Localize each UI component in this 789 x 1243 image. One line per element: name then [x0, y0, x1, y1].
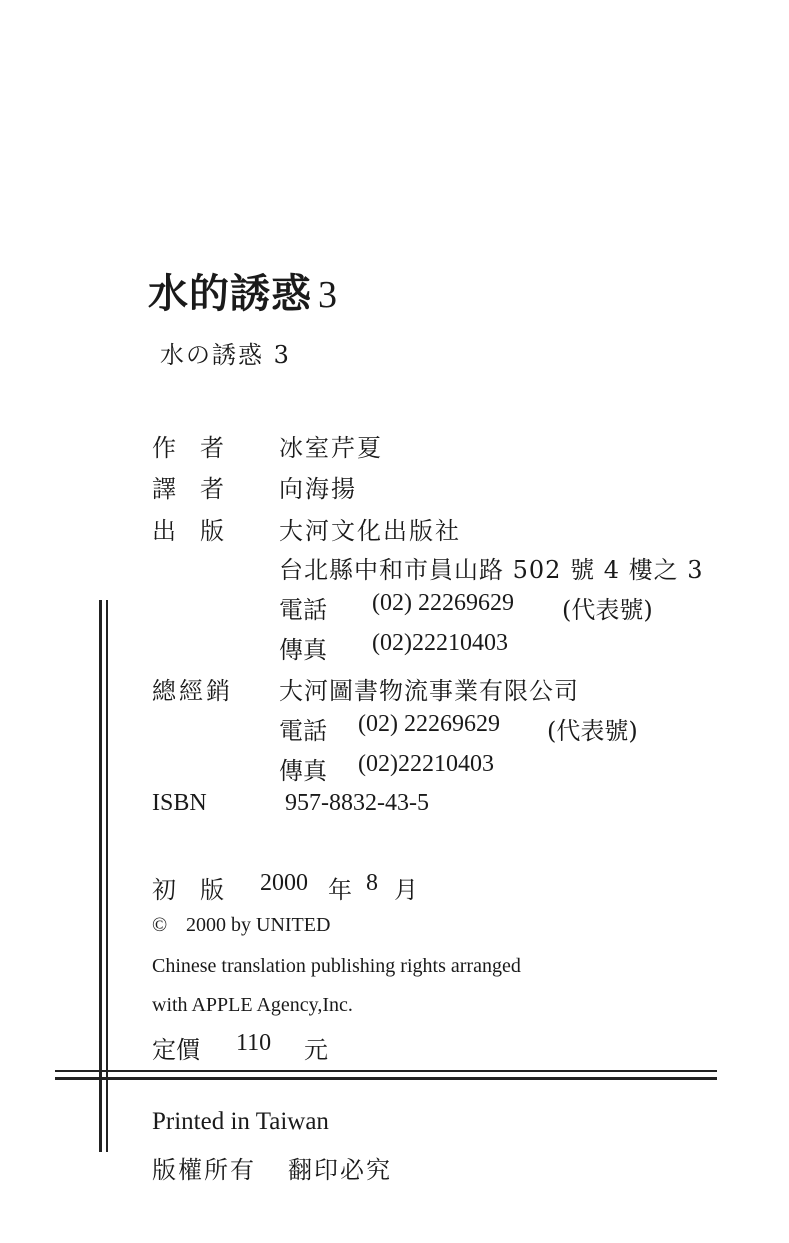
publisher-phone-note: (代表號)	[562, 596, 653, 624]
edition-year: 2000	[260, 870, 308, 896]
price-label: 定價	[152, 1036, 200, 1064]
distributor-phone-note: (代表號)	[547, 717, 638, 745]
publisher-name: 大河文化出版社	[279, 517, 461, 545]
book-title	[148, 262, 338, 319]
publisher-phone: (02) 22269629	[372, 590, 514, 616]
original-title: 水の誘惑 3	[160, 341, 291, 369]
distributor-fax-label: 傳真	[279, 757, 327, 785]
edition-month-unit: 月	[394, 876, 418, 904]
translation-rights-line1: Chinese translation publishing rights arranged	[152, 955, 521, 977]
publisher-fax-label: 傳真	[279, 636, 327, 664]
author-label: 作 者	[152, 434, 224, 462]
publisher-phone-label: 電話	[279, 596, 327, 624]
edition-label: 初 版	[152, 876, 224, 904]
no-reproduction: 翻印必究	[288, 1156, 392, 1184]
price-unit: 元	[304, 1036, 328, 1064]
book-title-main: 水的誘惑	[148, 270, 312, 317]
translator-name: 向海揚	[279, 475, 357, 503]
publisher-label: 出 版	[152, 517, 224, 545]
printed-in: Printed in Taiwan	[152, 1108, 329, 1135]
price-amount: 110	[236, 1030, 272, 1056]
distributor-label: 總經銷	[152, 677, 233, 705]
distributor-fax: (02)22210403	[358, 751, 494, 777]
distributor-name: 大河圖書物流事業有限公司	[279, 677, 579, 705]
copyright-line: 2000 by UNITED	[186, 914, 331, 936]
copyright-symbol: ©	[152, 914, 168, 936]
edition-month: 8	[366, 870, 378, 896]
rights-reserved: 版權所有	[152, 1156, 256, 1184]
horizontal-rule	[55, 1070, 717, 1072]
edition-year-unit: 年	[328, 876, 352, 904]
translation-rights-line2: with APPLE Agency,Inc.	[152, 994, 353, 1016]
book-volume-number: 3	[318, 274, 338, 316]
translator-label: 譯 者	[152, 475, 224, 503]
author-name: 冰室芹夏	[279, 434, 383, 462]
horizontal-rule-thick	[55, 1077, 717, 1080]
isbn-label: ISBN	[152, 790, 207, 816]
distributor-phone: (02) 22269629	[358, 711, 500, 737]
publisher-address: 台北縣中和市員山路 502 號 4 樓之 3	[279, 556, 704, 584]
isbn-number: 957-8832-43-5	[285, 790, 429, 816]
publisher-fax: (02)22210403	[372, 630, 508, 656]
distributor-phone-label: 電話	[279, 717, 327, 745]
